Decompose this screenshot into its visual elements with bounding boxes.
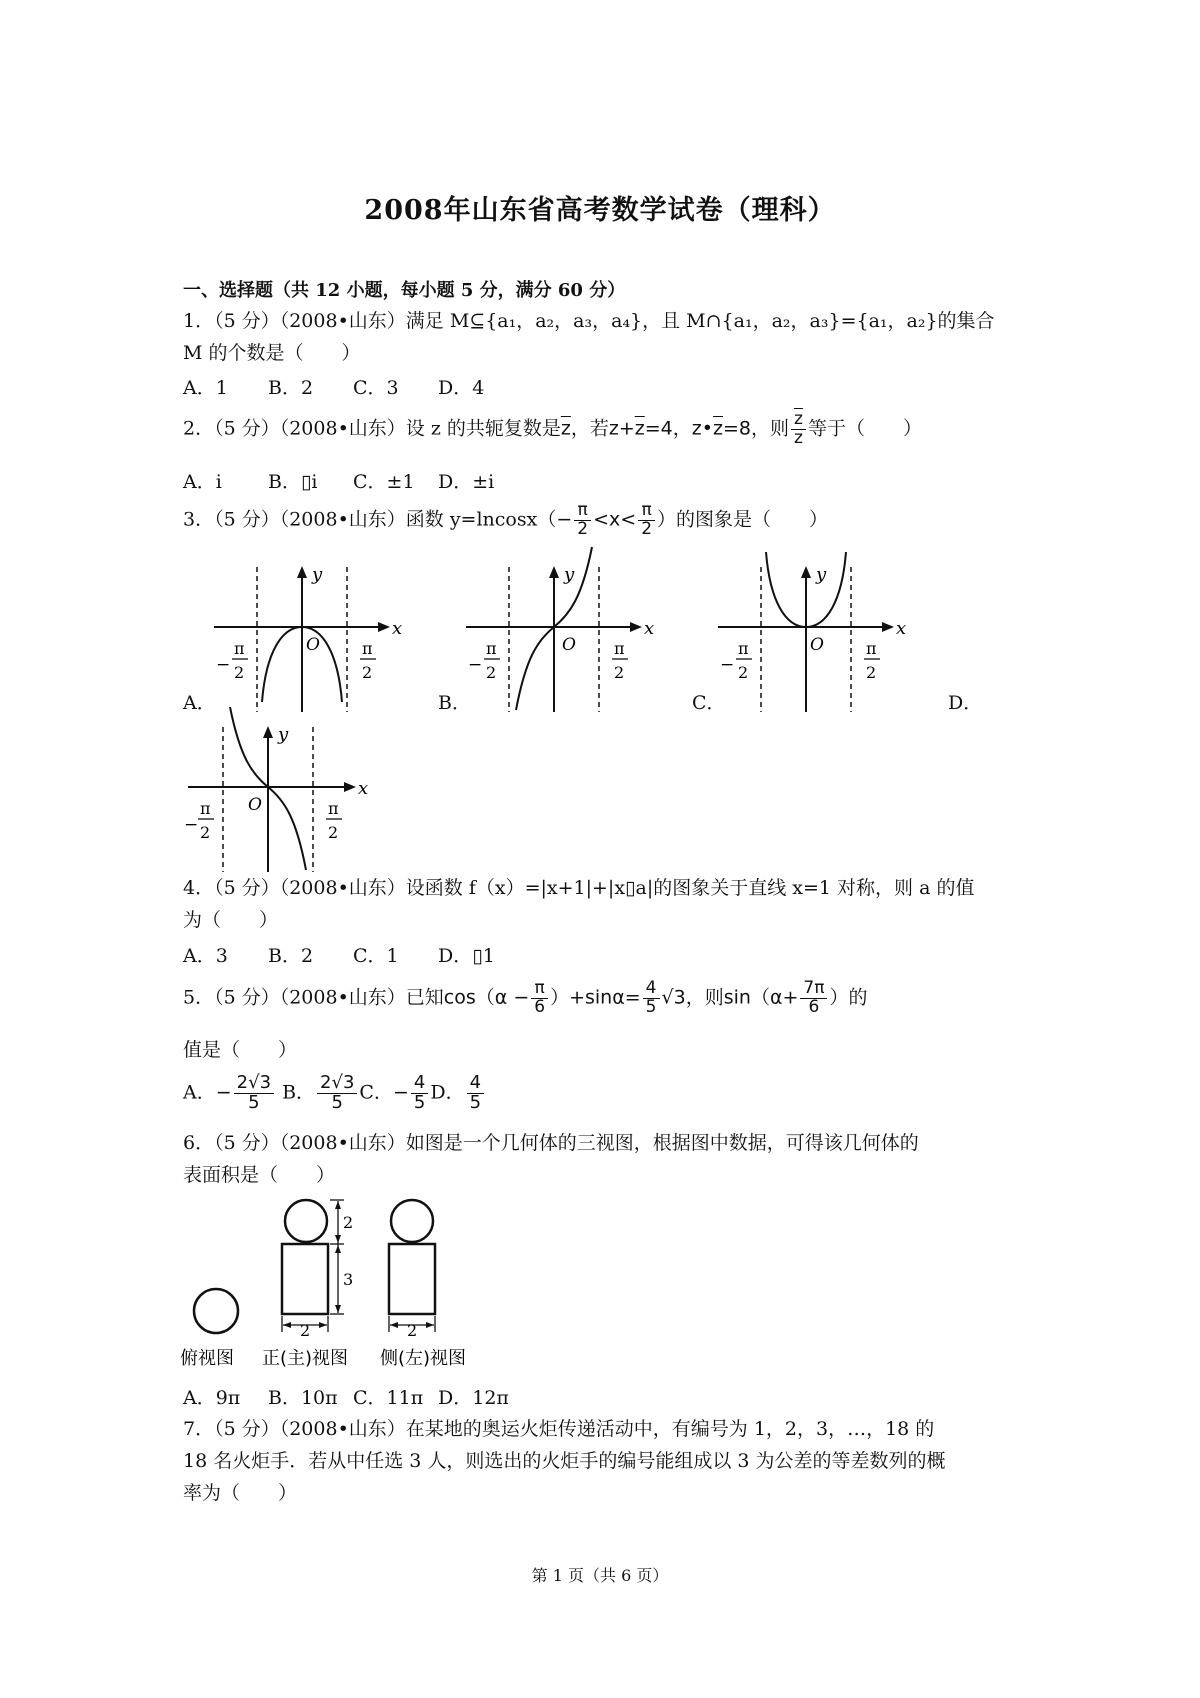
- question-6-line-1: 6．（5 分）（2008•山东）如图是一个几何体的三视图，根据图中数据，可得该几何体的: [183, 1132, 919, 1154]
- arrow-left: [283, 1322, 291, 1328]
- graph-option-d: [180, 722, 370, 876]
- graph-c-svg: [718, 562, 908, 712]
- tick-minus: −: [468, 655, 483, 675]
- side-view-rectangle: [389, 1244, 435, 1314]
- origin-label: O: [562, 635, 576, 655]
- tick-right-pi: π: [614, 639, 625, 658]
- question-1-option-d: D．4: [438, 377, 485, 399]
- question-6-line-2: 表面积是（ ）: [183, 1164, 336, 1186]
- height-2-label: 2: [343, 1213, 354, 1232]
- question-2-option-a: A．i: [183, 471, 222, 493]
- side-view-circle: [391, 1200, 433, 1242]
- question-2-prefix: 2．（5 分）（2008•山东）设 z 的共轭复数是: [183, 417, 561, 440]
- front-view-caption: 正(主)视图: [262, 1348, 349, 1369]
- question-4-option-d: D．▯1: [438, 945, 495, 967]
- pi-over-2-left: [574, 502, 591, 539]
- tick-right-pi: π: [866, 639, 877, 658]
- equation-1-part-a: z+: [608, 417, 635, 440]
- arrow-down-2: [335, 1305, 341, 1313]
- question-2-line-1: [183, 411, 922, 448]
- question-6-option-a: A．9π: [183, 1387, 241, 1409]
- equation-1-rhs: =4: [644, 417, 673, 440]
- option-a-label: A．: [183, 1081, 216, 1104]
- x-axis-arrow: [378, 622, 390, 632]
- z-conjugate: $\overline{z}$: [560, 417, 571, 440]
- option-a-fraction: [234, 1074, 274, 1113]
- graph-b-svg: [466, 562, 656, 712]
- equation-2-part-a: z•: [691, 417, 713, 440]
- height-3-label: 3: [343, 1270, 354, 1289]
- fraction-denominator: 5: [469, 1091, 482, 1113]
- question-5-then: ，则: [685, 986, 724, 1009]
- option-b-label: B．: [438, 692, 471, 714]
- tick-right-pi: π: [362, 639, 373, 658]
- front-view-rectangle: [282, 1244, 328, 1314]
- question-1-line-2: M 的个数是（ ）: [183, 342, 361, 364]
- sqrt-three: √3: [661, 986, 686, 1009]
- fraction-denominator: 6: [534, 996, 546, 1017]
- seven-pi-over-6: [800, 980, 827, 1017]
- tick-minus: −: [184, 815, 199, 835]
- option-c-label: C．: [359, 1081, 393, 1104]
- option-c-fraction: [411, 1074, 428, 1113]
- tick-minus: −: [216, 655, 231, 675]
- graph-option-b: [466, 562, 656, 716]
- question-4-option-c: C．1: [353, 945, 399, 967]
- question-1-option-a: A．1: [183, 377, 228, 399]
- fraction-numerator: $\overline{z}$: [791, 411, 806, 430]
- question-5-options: [183, 1074, 486, 1113]
- pi-over-6: [531, 980, 548, 1017]
- question-5-close: ）的: [829, 986, 868, 1009]
- question-7-line-1: 7．（5 分）（2008•山东）在某地的奥运火炬传递活动中，有编号为 1，2，3，…，18 的: [183, 1418, 935, 1440]
- section-heading: 一、选择题（共 12 小题，每小题 5 分，满分 60 分）: [183, 280, 626, 301]
- y-axis-arrow: [801, 566, 811, 578]
- fraction-denominator: 2: [577, 518, 589, 539]
- tick-left-pi: π: [234, 639, 245, 658]
- tick-right-two: 2: [362, 663, 373, 682]
- fraction-denominator: 2: [641, 518, 653, 539]
- side-arrow-left: [390, 1322, 398, 1328]
- x-label: x: [896, 618, 907, 639]
- three-views-figure: [180, 1198, 500, 1372]
- fraction-numerator: 4: [643, 980, 660, 999]
- tick-right-two: 2: [614, 663, 625, 682]
- tick-left-pi: π: [200, 799, 211, 818]
- tick-left-two: 2: [200, 823, 211, 842]
- fraction-denominator: 5: [645, 996, 657, 1017]
- tick-right-pi: π: [328, 799, 339, 818]
- question-7-line-3: 率为（ ）: [183, 1482, 298, 1504]
- question-7-line-2: 18 名火炬手．若从中任选 3 人，则选出的火炬手的编号能组成以 3 为公差的等差数列的概: [183, 1450, 946, 1472]
- y-axis-arrow: [549, 566, 559, 578]
- graph-d-svg: [180, 722, 370, 872]
- option-d-label: D．: [948, 692, 983, 714]
- y-label: y: [278, 724, 289, 745]
- fraction-numerator: 2√3: [234, 1074, 274, 1094]
- question-3-prefix: 3．（5 分）（2008•山东）函数 y=lncosx（: [183, 508, 557, 531]
- option-a-label: A．: [183, 692, 216, 714]
- tick-right-two: 2: [328, 823, 339, 842]
- graph-option-a: [214, 562, 404, 716]
- question-2-if: ，若: [570, 417, 609, 440]
- option-c-sign: −: [392, 1081, 409, 1104]
- option-a-sign: −: [215, 1081, 232, 1104]
- fraction-numerator: 7π: [800, 980, 827, 999]
- z-ratio-fraction: [791, 411, 806, 448]
- graph-a-svg: [214, 562, 404, 712]
- fraction-denominator: z: [794, 427, 803, 448]
- front-view-circle: [285, 1200, 327, 1242]
- tick-left-two: 2: [738, 663, 749, 682]
- question-1-option-b: B．2: [268, 377, 314, 399]
- inequality: <x<: [593, 508, 637, 531]
- option-d-label: D．: [430, 1081, 465, 1104]
- pi-over-2-right: [638, 502, 655, 539]
- sin-term: ）+sinα=: [550, 986, 641, 1009]
- x-axis-arrow: [882, 622, 894, 632]
- fraction-denominator: 5: [413, 1091, 426, 1113]
- tick-left-two: 2: [486, 663, 497, 682]
- question-1-option-c: C．3: [353, 377, 399, 399]
- fraction-numerator: π: [531, 980, 548, 999]
- question-3-suffix: ）的图象是（ ）: [657, 508, 829, 531]
- option-b-label: B．: [282, 1081, 316, 1104]
- x-axis-arrow: [344, 782, 356, 792]
- question-2-then: ，则: [750, 417, 789, 440]
- equation-2-rhs: =8: [722, 417, 751, 440]
- y-label: y: [816, 564, 827, 585]
- x-label: x: [392, 618, 403, 639]
- question-2-option-d: D．±i: [438, 471, 495, 493]
- origin-label: O: [306, 635, 320, 655]
- question-4-option-a: A．3: [183, 945, 228, 967]
- tick-left-pi: π: [486, 639, 497, 658]
- exam-title: 2008年山东省高考数学试卷（理科）: [364, 195, 836, 226]
- graph-option-c: [718, 562, 908, 716]
- fraction-denominator: 5: [248, 1091, 260, 1113]
- page-footer: 第 1 页（共 6 页）: [531, 1566, 669, 1585]
- fraction-numerator: 4: [467, 1074, 484, 1094]
- question-4-line-2: 为（ ）: [183, 909, 279, 931]
- question-5-line-2: 值是（ ）: [183, 1039, 298, 1061]
- option-d-fraction: [467, 1074, 484, 1113]
- arrow-right: [319, 1322, 327, 1328]
- tick-left-two: 2: [234, 663, 245, 682]
- origin-label: O: [248, 795, 262, 815]
- option-c-label: C．: [692, 692, 726, 714]
- question-3-line-1: [183, 502, 828, 539]
- fraction-numerator: 2√3: [317, 1074, 357, 1094]
- width-2-label: 2: [300, 1321, 311, 1340]
- question-4-option-b: B．2: [268, 945, 314, 967]
- fraction-numerator: π: [574, 502, 591, 521]
- x-axis-arrow: [630, 622, 642, 632]
- equation-2-zbar: $\overline{z}$: [712, 417, 723, 440]
- question-6-option-b: B．10π: [268, 1387, 338, 1409]
- fraction-denominator: 5: [331, 1091, 343, 1113]
- tick-right-two: 2: [866, 663, 877, 682]
- fraction-numerator: 4: [411, 1074, 428, 1094]
- question-6-option-c: C．11π: [353, 1387, 424, 1409]
- side-width-2-label: 2: [407, 1321, 418, 1340]
- equation-separator: ，: [672, 417, 692, 440]
- arrow-up-1: [335, 1201, 341, 1209]
- side-arrow-right: [426, 1322, 434, 1328]
- fraction-numerator: π: [638, 502, 655, 521]
- question-6-option-d: D．12π: [438, 1387, 509, 1409]
- tick-left-pi: π: [738, 639, 749, 658]
- question-2-option-c: C．±1: [353, 471, 415, 493]
- question-5-prefix: 5．（5 分）（2008•山东）已知: [183, 986, 444, 1009]
- arrow-up-2: [335, 1245, 341, 1253]
- y-axis-arrow: [297, 566, 307, 578]
- question-4-line-1: 4．（5 分）（2008•山东）设函数 f（x）=|x+1|+|x▯a|的图象关于直线 x=1 对称，则 a 的值: [183, 877, 975, 899]
- sin-expression: sin（α+: [723, 986, 799, 1009]
- question-2-option-b: B．▯i: [268, 471, 318, 493]
- equation-1-zbar: $\overline{z}$: [634, 417, 645, 440]
- option-b-fraction: [317, 1074, 357, 1113]
- tick-minus: −: [720, 655, 735, 675]
- three-views-svg: [180, 1198, 500, 1368]
- x-label: x: [644, 618, 655, 639]
- arrow-down-1: [335, 1235, 341, 1243]
- y-label: y: [312, 564, 323, 585]
- fraction-denominator: 6: [808, 996, 820, 1017]
- origin-label: O: [810, 635, 824, 655]
- minus-sign: −: [556, 508, 573, 531]
- top-view-caption: 俯视图: [180, 1348, 234, 1369]
- y-axis-arrow: [263, 726, 273, 738]
- four-fifths: [643, 980, 660, 1017]
- cos-expression: cos（α −: [443, 986, 530, 1009]
- question-2-suffix: 等于（ ）: [807, 417, 922, 440]
- question-5-line-1: [183, 980, 867, 1017]
- top-view-circle: [194, 1289, 238, 1333]
- side-view-caption: 侧(左)视图: [380, 1348, 467, 1369]
- y-label: y: [564, 564, 575, 585]
- question-1-line-1: 1．（5 分）（2008•山东）满足 M⊆{a₁，a₂，a₃，a₄}，且 M∩{a₁，a₂，a₃}={a₁，a₂}的集合: [183, 310, 995, 332]
- x-label: x: [358, 778, 369, 799]
